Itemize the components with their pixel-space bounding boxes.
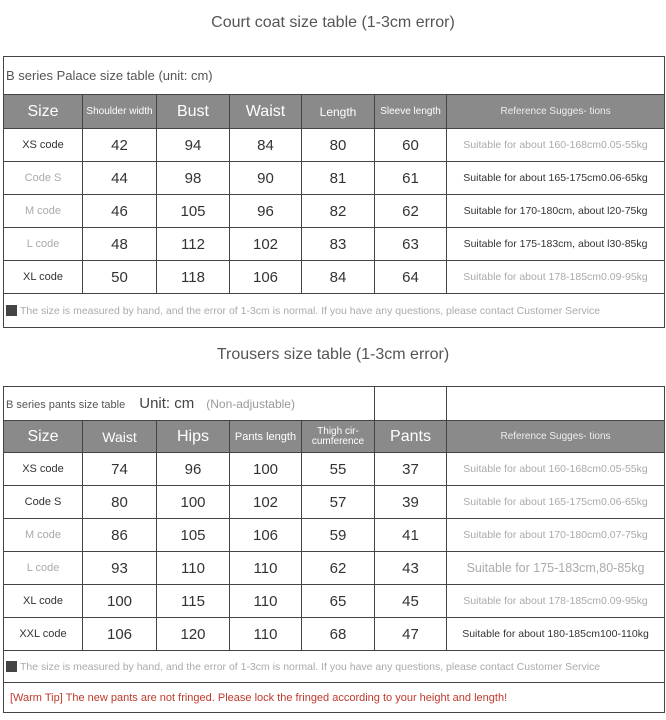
value-cell: 115 (157, 585, 230, 618)
size-cell: L code (4, 228, 83, 261)
coat-header-size: Size (4, 95, 83, 129)
reference-cell: Suitable for 170-180cm, about l20-75kg (447, 195, 665, 228)
value-cell: 96 (230, 195, 302, 228)
note-square-icon (6, 661, 17, 672)
reference-cell: Suitable for about 178-185cm0.09-95kg (447, 261, 665, 294)
coat-note-text: The size is measured by hand, and the error of 1-3cm is normal. If you have any questions, please contact Customer Service (20, 304, 601, 317)
value-cell: 83 (302, 228, 375, 261)
value-cell: 93 (83, 552, 157, 585)
pants-header-size: Size (4, 421, 83, 453)
coat-header-length: Length (302, 95, 375, 129)
reference-cell: Suitable for about 180-185cm100-110kg (447, 618, 665, 651)
size-cell: XL code (4, 585, 83, 618)
value-cell: 105 (157, 195, 230, 228)
table-row (4, 129, 665, 162)
value-cell: 61 (375, 162, 447, 195)
value-cell: 106 (83, 618, 157, 651)
value-cell: 98 (157, 162, 230, 195)
value-cell: 106 (230, 261, 302, 294)
value-cell: 55 (302, 453, 375, 486)
value-cell: 42 (83, 129, 157, 162)
size-cell: M code (4, 519, 83, 552)
value-cell: 43 (375, 552, 447, 585)
value-cell: 110 (230, 585, 302, 618)
reference-cell: Suitable for about 165-175cm0.06-65kg (447, 486, 665, 519)
value-cell: 50 (83, 261, 157, 294)
value-cell: 63 (375, 228, 447, 261)
value-cell: 59 (302, 519, 375, 552)
pants-caption-cell (4, 387, 375, 421)
pants-header-pants-length: Pants length (230, 421, 302, 453)
value-cell: 102 (230, 486, 302, 519)
value-cell: 45 (375, 585, 447, 618)
pants-header-pants: Pants (375, 421, 447, 453)
value-cell: 74 (83, 453, 157, 486)
table-row (4, 552, 665, 585)
coat-header-sleeve: Sleeve length (375, 95, 447, 129)
value-cell: 112 (157, 228, 230, 261)
value-cell: 48 (83, 228, 157, 261)
value-cell: 84 (230, 129, 302, 162)
pants-table-title: Trousers size table (1-3cm error) (216, 346, 450, 363)
pants-size-table (3, 386, 665, 713)
value-cell: 96 (157, 453, 230, 486)
value-cell: 100 (230, 453, 302, 486)
value-cell: 106 (230, 519, 302, 552)
value-cell: 94 (157, 129, 230, 162)
pants-note-text: The size is measured by hand, and the error of 1-3cm is normal. If you have any questions, please contact Customer Service (20, 660, 601, 673)
table-row (4, 261, 665, 294)
table-row (4, 486, 665, 519)
pants-header-thigh: Thigh cir- cumference (302, 421, 375, 453)
value-cell: 118 (157, 261, 230, 294)
value-cell: 80 (302, 129, 375, 162)
value-cell: 102 (230, 228, 302, 261)
value-cell: 62 (302, 552, 375, 585)
reference-cell: Suitable for 175-183cm, about l30-85kg (447, 228, 665, 261)
value-cell: 86 (83, 519, 157, 552)
reference-cell: Suitable for about 160-168cm0.05-55kg (447, 453, 665, 486)
value-cell: 62 (375, 195, 447, 228)
table-row (4, 585, 665, 618)
value-cell: 64 (375, 261, 447, 294)
size-cell: L code (4, 552, 83, 585)
value-cell: 100 (83, 585, 157, 618)
reference-cell: Suitable for 175-183cm,80-85kg (447, 552, 665, 585)
value-cell: 68 (302, 618, 375, 651)
value-cell: 41 (375, 519, 447, 552)
size-cell: Code S (4, 486, 83, 519)
pants-header-waist: Waist (83, 421, 157, 453)
reference-cell: Suitable for about 178-185cm0.09-95kg (447, 585, 665, 618)
pants-unit: Unit: cm (139, 395, 195, 412)
size-cell: XL code (4, 261, 83, 294)
table-row (4, 519, 665, 552)
coat-header-bust: Bust (157, 95, 230, 129)
size-cell: M code (4, 195, 83, 228)
value-cell: 105 (157, 519, 230, 552)
table-row (4, 162, 665, 195)
coat-size-table (3, 56, 665, 328)
reference-cell: Suitable for about 160-168cm0.05-55kg (447, 129, 665, 162)
value-cell: 65 (302, 585, 375, 618)
value-cell: 100 (157, 486, 230, 519)
value-cell: 110 (157, 552, 230, 585)
note-square-icon (6, 305, 17, 316)
pants-unit-note: (Non-adjustable) (206, 397, 295, 411)
pants-caption: B series pants size table (6, 399, 126, 411)
value-cell: 120 (157, 618, 230, 651)
pants-note (4, 651, 665, 683)
value-cell: 60 (375, 129, 447, 162)
value-cell: 110 (230, 618, 302, 651)
coat-header-reference: Reference Sugges- tions (447, 95, 665, 129)
value-cell: 39 (375, 486, 447, 519)
pants-header-reference: Reference Sugges- tions (447, 421, 665, 453)
empty-cell (375, 387, 447, 421)
table-row (4, 195, 665, 228)
value-cell: 84 (302, 261, 375, 294)
value-cell: 57 (302, 486, 375, 519)
size-cell: XS code (4, 129, 83, 162)
coat-caption: B series Palace size table (unit: cm) (4, 57, 665, 95)
value-cell: 37 (375, 453, 447, 486)
size-cell: Code S (4, 162, 83, 195)
value-cell: 90 (230, 162, 302, 195)
pants-header-hips: Hips (157, 421, 230, 453)
coat-table-title: Court coat size table (1-3cm error) (211, 14, 455, 31)
table-row (4, 618, 665, 651)
value-cell: 47 (375, 618, 447, 651)
value-cell: 110 (230, 552, 302, 585)
table-row (4, 228, 665, 261)
value-cell: 44 (83, 162, 157, 195)
size-cell: XS code (4, 453, 83, 486)
value-cell: 81 (302, 162, 375, 195)
value-cell: 82 (302, 195, 375, 228)
size-cell: XXL code (4, 618, 83, 651)
warm-tip: [Warm Tip] The new pants are not fringed. Please lock the fringed according to your height and length! (4, 683, 665, 713)
value-cell: 46 (83, 195, 157, 228)
reference-cell: Suitable for about 170-180cm0.07-75kg (447, 519, 665, 552)
reference-cell: Suitable for about 165-175cm0.06-65kg (447, 162, 665, 195)
table-row (4, 453, 665, 486)
coat-header-shoulder: Shoulder width (83, 95, 157, 129)
empty-cell (447, 387, 665, 421)
coat-header-waist: Waist (230, 95, 302, 129)
coat-note (4, 294, 665, 328)
value-cell: 80 (83, 486, 157, 519)
